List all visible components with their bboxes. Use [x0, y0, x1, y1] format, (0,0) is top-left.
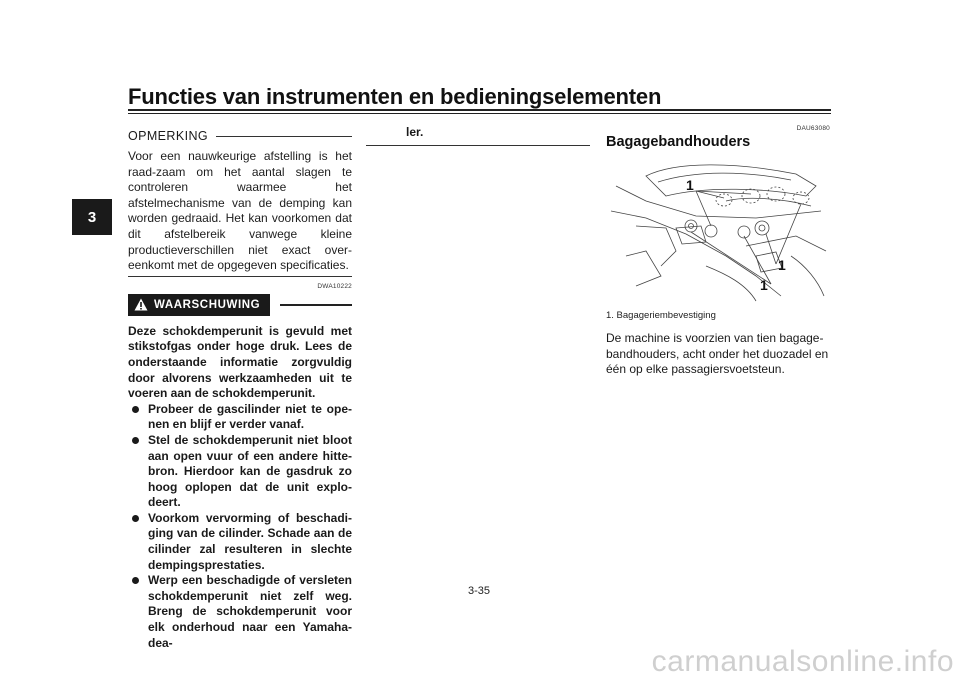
column-right	[606, 125, 830, 378]
motorcycle-rear-illustration	[606, 156, 830, 306]
chapter-tab: 3	[72, 199, 112, 235]
callout-1-bottom: 1	[760, 277, 768, 293]
note-heading: OPMERKING	[128, 129, 208, 143]
warning-code: DWA10222	[317, 282, 352, 290]
warning-end-rule	[366, 145, 590, 146]
bullet-icon	[132, 437, 139, 444]
list-item: Probeer de gascilinder niet te ope-nen en blijf er verder vanaf.	[128, 402, 352, 433]
title-rule-thin	[128, 113, 831, 114]
column-middle	[366, 125, 590, 146]
luggage-strap-figure	[606, 156, 830, 306]
continuation-text: ler.	[406, 125, 424, 139]
bullet-icon	[132, 515, 139, 522]
warning-badge	[128, 294, 270, 316]
page-title: Functies van instrumenten en bedieningselementen	[128, 84, 662, 109]
page-number: 3-35	[468, 585, 491, 597]
warning-label: WAARSCHUWING	[154, 298, 261, 311]
warning-bullets	[128, 402, 352, 652]
title-rule	[128, 109, 831, 111]
list-item: Stel de schokdemperunit niet bloot aan open vuur of een andere hitte-bron. Hierdoor kan de gasdruk zo hoog oplopen dat de unit explo-deert.	[128, 433, 352, 511]
section-title: Bagagebandhouders	[606, 134, 751, 150]
watermark: carmanualsonline.info	[651, 645, 954, 678]
warning-text: Deze schokdemperunit is gevuld met stikstofgas onder hoge druk. Lees de onderstaande informatie zorgvuldig door alvorens werkzaamheden uit te voeren aan de schokdemperunit.	[128, 323, 352, 401]
list-item: Werp een beschadigde of versleten schokdemperunit niet zelf weg. Breng de schokdemperunit voor elk onderhoud naar een Yamaha-dea-	[128, 573, 352, 651]
note-text: Voor een nauwkeurige afstelling is het raad-zaam om het aantal slagen te controleren waarmee het afstelmechanisme van de demping kan worden gedraaid. Het kan voorkomen dat dit afstelbereik vanwege kleine productieverschillen niet exact over-eenkomt met de opgegeven specificaties.	[128, 149, 352, 273]
column-left	[128, 128, 352, 651]
warning-header	[128, 294, 352, 316]
callout-1-top: 1	[686, 177, 694, 193]
note-heading-rule	[216, 136, 352, 137]
note-header	[128, 128, 352, 144]
note-end-rule	[128, 276, 352, 277]
section-code: DAU63080	[796, 125, 830, 132]
warning-rule	[280, 304, 352, 306]
callout-1-right: 1	[778, 257, 786, 273]
figure-caption: 1. Bagageriembevestiging	[606, 310, 716, 321]
bullet-icon	[132, 406, 139, 413]
list-item: Voorkom vervorming of beschadi-ging van de cilinder. Schade aan de cilinder zal resulteren in slechte dempingsprestaties.	[128, 511, 352, 573]
bullet-icon	[132, 577, 139, 584]
section-body-text: De machine is voorzien van tien bagage-bandhouders, acht onder het duozadel en één op elke passagiersvoetsteun.	[606, 331, 829, 377]
warning-triangle-icon	[134, 298, 148, 311]
